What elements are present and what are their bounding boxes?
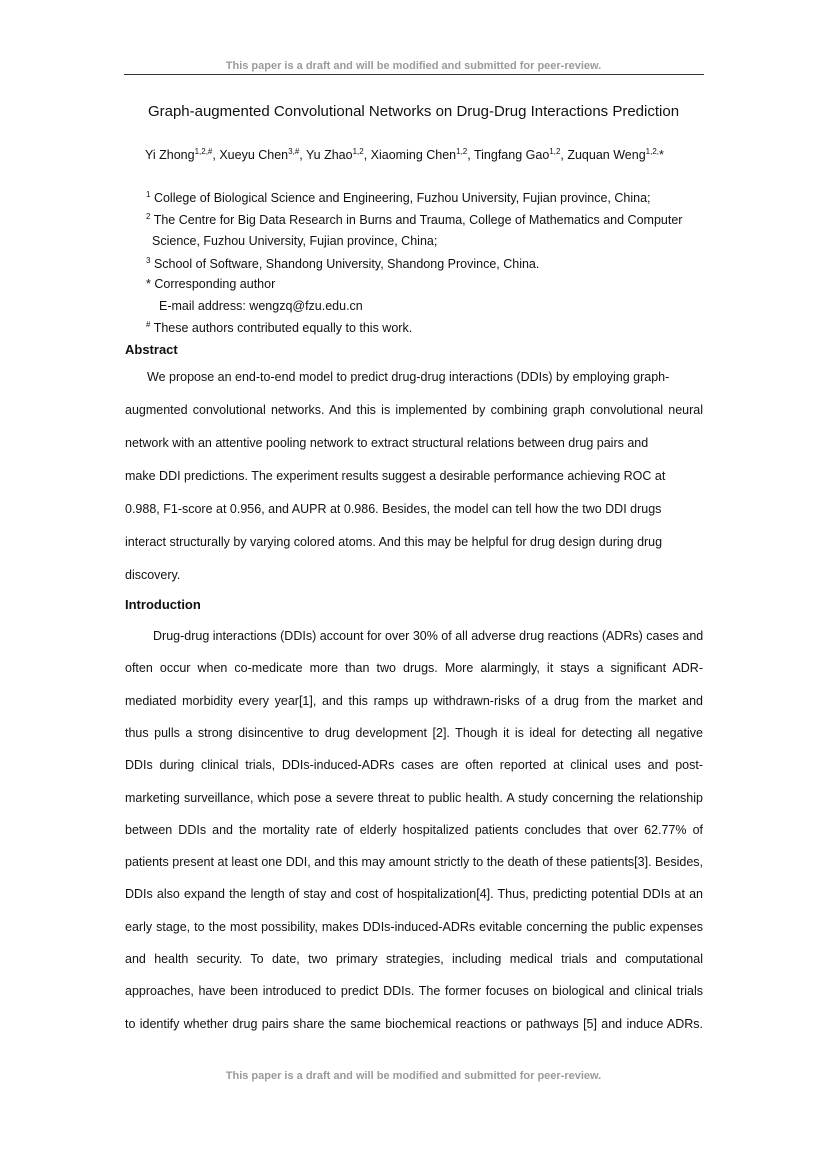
abstract-line: 0.988, F1-score at 0.956, and AUPR at 0.986. Besides, the model can tell how the two DDI drugs — [125, 502, 662, 516]
intro-line: approaches, have been introduced to predict DDIs. The former focuses on biological and clinical trials — [125, 984, 703, 999]
intro-line: thus pulls a strong disincentive to drug development [2]. Though it is ideal for detecting all negative — [125, 725, 703, 740]
author-name: Zuquan Weng — [567, 148, 646, 163]
abstract-line: network with an attentive pooling network to extract structural relations between drug pairs and — [125, 436, 649, 450]
author-separator: , — [299, 148, 306, 163]
intro-line: Drug-drug interactions (DDIs) account for over 30% of all adverse drug reactions (ADRs) cases and — [153, 629, 704, 643]
abstract-line: interact structurally by varying colored atoms. And this may be helpful for drug design during drug — [125, 535, 663, 549]
abstract-heading: Abstract — [125, 342, 178, 357]
affiliation-text: The Centre for Big Data Research in Burns and Trauma, College of Mathematics and Computer — [153, 213, 683, 228]
equal-contribution-mark: # — [146, 320, 151, 329]
affiliation-mark: 3 — [146, 256, 151, 265]
author-affil-mark: 1,2,# — [194, 147, 213, 156]
affiliation-2 — [146, 212, 682, 227]
author-separator: , — [467, 148, 474, 163]
affiliation-2-continued: Science, Fuzhou University, Fujian province, China; — [152, 234, 438, 248]
affiliation-text: College of Biological Science and Engineering, Fuzhou University, Fujian province, China; — [153, 191, 651, 206]
author-separator: , — [363, 148, 371, 163]
author-affil-mark: 1,2 — [549, 147, 561, 156]
equal-contribution-text: These authors contributed equally to this work. — [153, 321, 413, 336]
header-divider — [124, 74, 704, 75]
author-affil-mark: 1,2, — [645, 147, 659, 156]
intro-line: between DDIs and the mortality rate of elderly hospitalized patients concludes that over 62.77% of — [125, 822, 703, 837]
intro-line: marketing surveillance, which pose a severe threat to public health. A study concerning the relationship — [125, 790, 703, 805]
abstract-line: We propose an end-to-end model to predict drug-drug interactions (DDIs) by employing graph- — [147, 370, 670, 384]
intro-line: and health security. To date, two primary strategies, including medical trials and computational — [125, 952, 703, 966]
corresponding-author-note: * Corresponding author — [146, 277, 276, 291]
intro-line: mediated morbidity every year[1], and this ramps up withdrawn-risks of a drug from the market and — [125, 693, 703, 708]
author-list — [145, 147, 664, 162]
author-name: Yi Zhong — [145, 148, 195, 163]
author-separator: , — [560, 148, 568, 163]
intro-line: to identify whether drug pairs share the same biochemical reactions or pathways [5] and induce ADRs. — [125, 1016, 703, 1031]
header-draft-note: This paper is a draft and will be modified and submitted for peer-review. — [225, 60, 602, 72]
author-affil-mark: 1,2 — [456, 147, 468, 156]
affiliation-1 — [146, 190, 651, 205]
author-name: Yu Zhao — [306, 148, 353, 163]
corresponding-mark: * — [658, 148, 664, 163]
author-name: Xueyu Chen — [219, 148, 289, 163]
affiliation-mark: 1 — [146, 190, 151, 199]
author-affil-mark: 1,2 — [352, 147, 364, 156]
footer-draft-note: This paper is a draft and will be modified and submitted for peer-review. — [225, 1070, 602, 1082]
abstract-line: augmented convolutional networks. And this is implemented by combining graph convolutional neural — [125, 403, 703, 417]
corresponding-email: E-mail address: wengzq@fzu.edu.cn — [159, 299, 363, 313]
paper-title: Graph-augmented Convolutional Networks on Drug-Drug Interactions Prediction — [147, 103, 680, 120]
abstract-line: discovery. — [125, 568, 181, 582]
abstract-line: make DDI predictions. The experiment results suggest a desirable performance achieving ROC at — [125, 469, 666, 483]
affiliation-text: School of Software, Shandong University, Shandong Province, China. — [153, 257, 540, 272]
intro-line: DDIs during clinical trials, DDIs-induced-ADRs cases are often reported at clinical uses and post- — [125, 758, 703, 773]
intro-line: DDIs also expand the length of stay and cost of hospitalization[4]. Thus, predicting potential DDIs at an — [125, 887, 703, 902]
affiliation-mark: 2 — [146, 212, 151, 221]
author-name: Xiaoming Chen — [370, 148, 457, 163]
author-separator: , — [212, 148, 220, 163]
intro-line: often occur when co-medicate more than two drugs. More alarmingly, it stays a significant ADR- — [125, 661, 703, 676]
intro-line: early stage, to the most possibility, makes DDIs-induced-ADRs evitable concerning the public expenses — [125, 919, 703, 934]
affiliation-3 — [146, 256, 539, 271]
intro-line: patients present at least one DDI, and this may amount strictly to the death of these patients[3]. Besides, — [125, 855, 703, 870]
equal-contribution-note — [146, 320, 412, 335]
introduction-heading: Introduction — [125, 597, 201, 612]
author-name: Tingfang Gao — [473, 148, 550, 163]
author-affil-mark: 3,# — [288, 147, 300, 156]
